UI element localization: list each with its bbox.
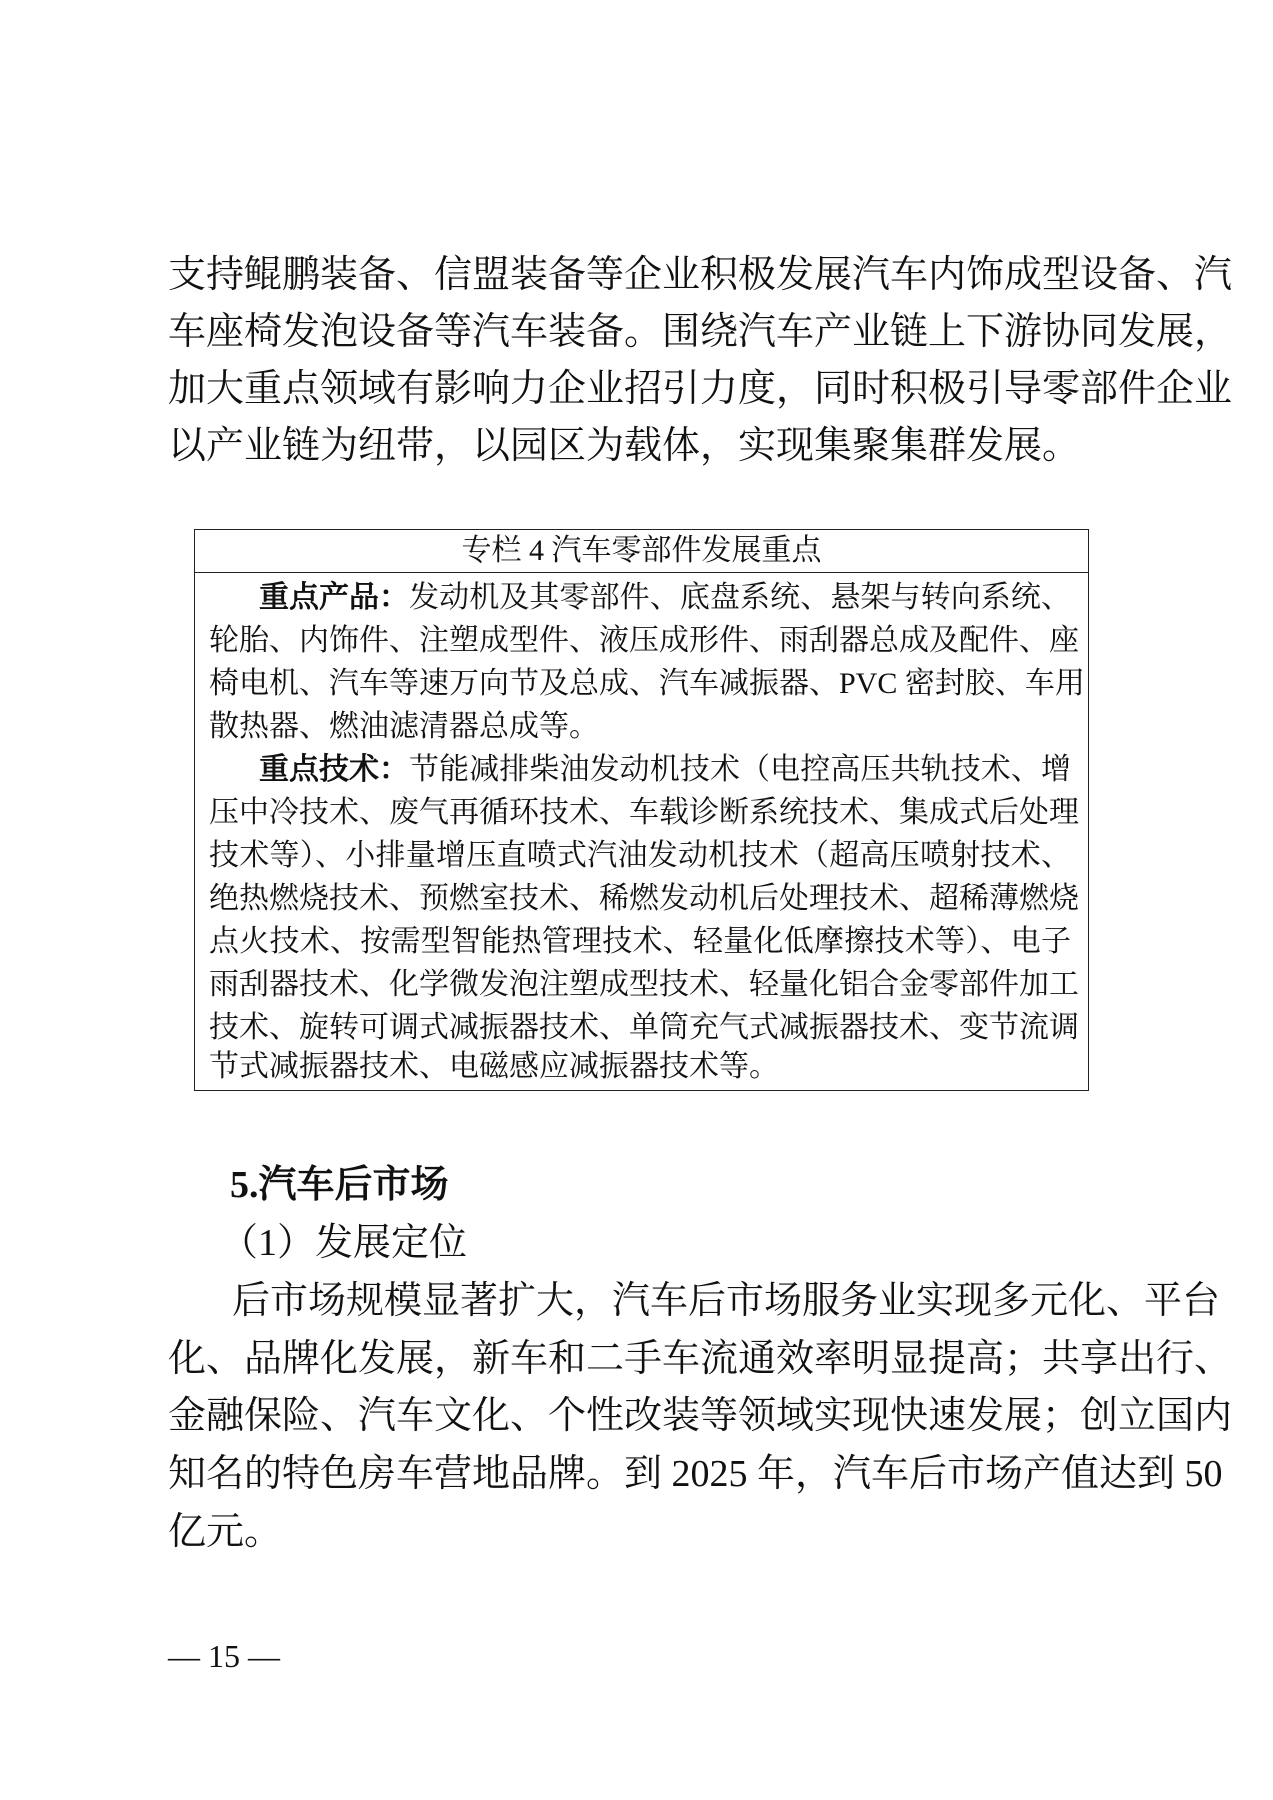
- section-heading: 5.汽车后市场: [230, 1164, 449, 1206]
- text-line: 车座椅发泡设备等汽车装备。围绕汽车产业链上下游协同发展，: [168, 311, 1233, 353]
- tech-first-line: [209, 748, 1071, 791]
- text-line: 压中冷技术、废气再循环技术、车载诊断系统技术、集成式后处理: [209, 796, 1079, 829]
- text-line: 节式减振器技术、电磁感应减振器技术等。: [209, 1050, 779, 1083]
- text-line: 绝热燃烧技术、预燃室技术、稀燃发动机后处理技术、超稀薄燃烧: [209, 882, 1079, 915]
- text-line: 点火技术、按需型智能热管理技术、轻量化低摩擦技术等）、电子: [209, 925, 1071, 958]
- text-line: 加大重点领域有影响力企业招引力度，同时积极引导零部件企业: [168, 368, 1233, 410]
- column-box: [194, 529, 1089, 1091]
- text-line: 雨刮器技术、化学微发泡注塑成型技术、轻量化铝合金零部件加工: [209, 968, 1079, 1001]
- page-number: — 15 —: [168, 1638, 280, 1674]
- text-line: 知名的特色房车营地品牌。到 2025 年，汽车后市场产值达到 50: [168, 1453, 1223, 1495]
- text-line: 金融保险、汽车文化、个性改装等领域实现快速发展；创立国内: [168, 1395, 1233, 1437]
- text-line: 发动机及其零部件、底盘系统、悬架与转向系统、: [409, 581, 1071, 614]
- text-line: 技术等）、小排量增压直喷式汽油发动机技术（超高压喷射技术、: [209, 839, 1071, 872]
- text-line: 支持鲲鹏装备、信盟装备等企业积极发展汽车内饰成型设备、汽: [168, 254, 1233, 296]
- box-title: 专栏 4 汽车零部件发展重点: [195, 530, 1088, 573]
- text-line: 椅电机、汽车等速万向节及总成、汽车减振器、PVC 密封胶、车用: [209, 667, 1085, 700]
- text-line: 节能减排柴油发动机技术（电控高压共轨技术、增: [409, 753, 1071, 786]
- text-line: 技术、旋转可调式减振器技术、单筒充气式减振器技术、变节流调: [209, 1011, 1079, 1044]
- subsection-heading: （1）发展定位: [220, 1222, 468, 1264]
- text-line: 亿元。: [168, 1511, 283, 1553]
- text-line: 化、品牌化发展，新车和二手车流通效率明显提高；共享出行、: [168, 1338, 1233, 1380]
- text-line: 轮胎、内饰件、注塑成型件、液压成形件、雨刮器总成及配件、座: [209, 624, 1079, 657]
- products-label: 重点产品：: [259, 581, 409, 614]
- text-line: 以产业链为纽带，以园区为载体，实现集聚集群发展。: [168, 425, 1081, 467]
- text-line: 后市场规模显著扩大，汽车后市场服务业实现多元化、平台: [232, 1280, 1221, 1322]
- tech-label: 重点技术：: [259, 753, 409, 786]
- products-first-line: [209, 576, 1071, 619]
- text-line: 散热器、燃油滤清器总成等。: [209, 710, 599, 743]
